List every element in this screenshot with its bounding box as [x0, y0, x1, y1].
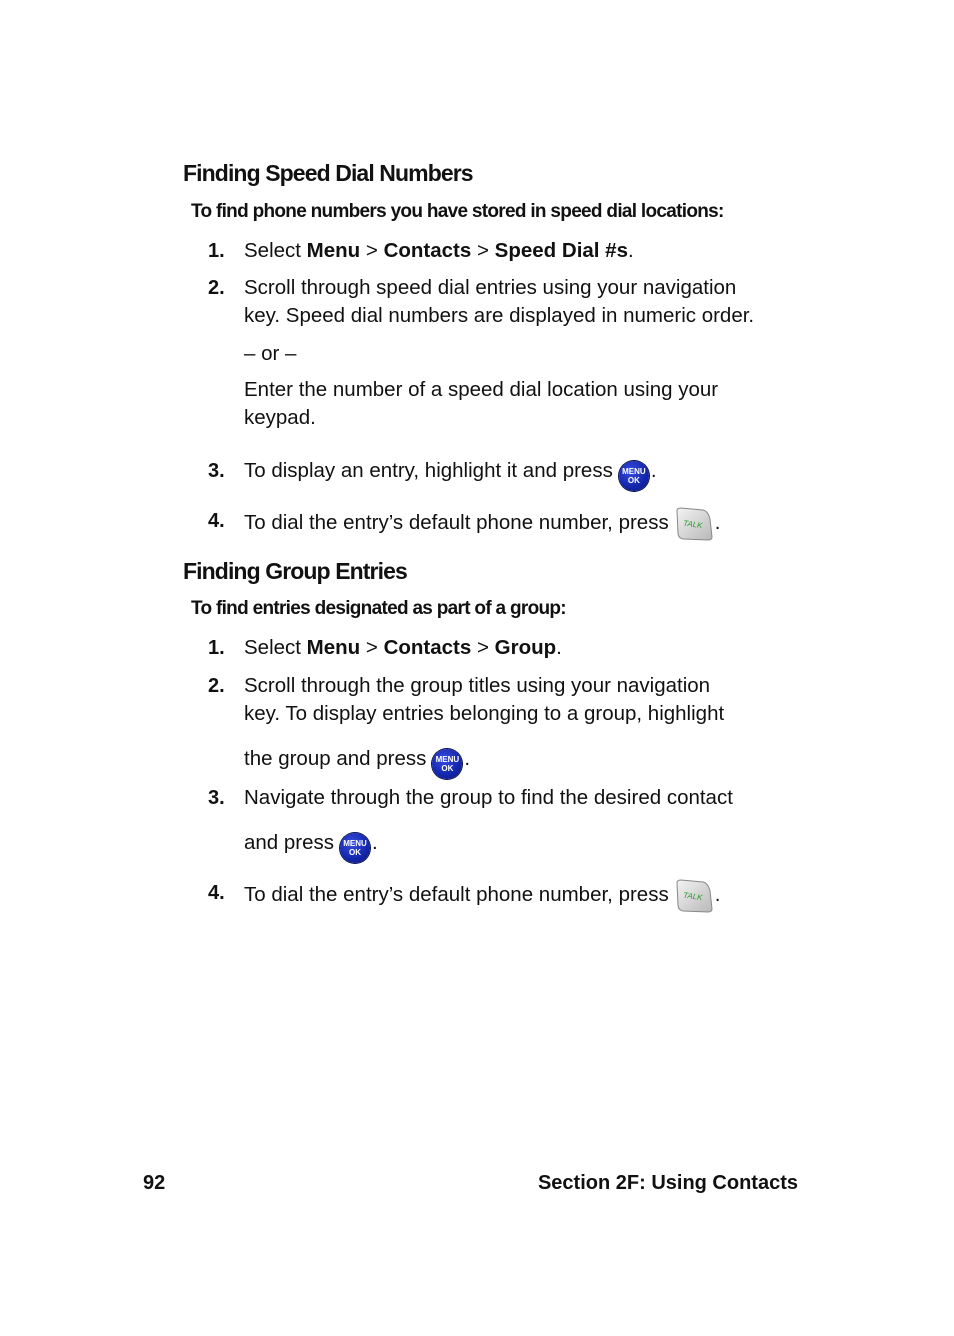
page-number: 92	[143, 1172, 166, 1194]
step-number: 3.	[208, 787, 225, 809]
talk-key-icon	[675, 879, 713, 913]
step-number: 4.	[208, 510, 225, 532]
step-text-line: key. To display entries belonging to a group, highlight	[244, 702, 725, 725]
step-text-line: Scroll through the group titles using your navigation	[244, 674, 711, 697]
menu-path-contacts: Contacts	[383, 239, 472, 262]
svg-text:TALK: TALK	[682, 890, 703, 903]
menu-ok-key-icon: MENU OK	[432, 749, 462, 779]
menu-path-speed-dial: Speed Dial #s	[494, 239, 628, 262]
menu-path-menu: Menu	[306, 636, 361, 659]
step-text-line: Scroll through speed dial entries using your navigation	[244, 276, 737, 299]
menu-path-menu: Menu	[306, 239, 361, 262]
section-heading-group: Finding Group Entries	[183, 558, 407, 584]
talk-key-icon	[675, 507, 713, 541]
menu-ok-key-icon: MENU OK	[619, 461, 649, 491]
section-heading-speed-dial: Finding Speed Dial Numbers	[183, 160, 473, 186]
step-text-line: Enter the number of a speed dial location using your	[244, 378, 719, 401]
step-text-line: and press MENU OK .	[244, 829, 378, 863]
step-number: 1.	[208, 637, 225, 659]
step-text: Select Menu > Contacts > Group.	[244, 636, 562, 659]
step-text-line: keypad.	[244, 406, 316, 429]
section-intro-speed-dial: To find phone numbers you have stored in speed dial locations:	[191, 201, 724, 222]
step-text-line: key. Speed dial numbers are displayed in numeric order.	[244, 304, 755, 327]
menu-path-group: Group	[494, 636, 557, 659]
step-number: 3.	[208, 460, 225, 482]
or-separator: – or –	[244, 342, 297, 365]
footer-section-title: Section 2F: Using Contacts	[537, 1172, 798, 1194]
step-number: 1.	[208, 240, 225, 262]
step-text: To dial the entry’s default phone number, press TALK .	[244, 879, 720, 913]
step-text: To dial the entry’s default phone number, press TALK .	[244, 507, 720, 541]
menu-ok-key-icon: MENU OK	[340, 833, 370, 863]
step-text-line: Navigate through the group to find the desired contact	[244, 786, 733, 809]
step-text: Select Menu > Contacts > Speed Dial #s.	[244, 239, 634, 262]
svg-text:TALK: TALK	[682, 518, 703, 531]
step-text: To display an entry, highlight it and press MENU OK .	[244, 457, 657, 491]
step-number: 2.	[208, 675, 225, 697]
step-number: 2.	[208, 277, 225, 299]
step-text-line: the group and press MENU OK .	[244, 745, 470, 779]
section-intro-group: To find entries designated as part of a group:	[191, 598, 566, 619]
menu-path-contacts: Contacts	[383, 636, 472, 659]
step-number: 4.	[208, 882, 225, 904]
